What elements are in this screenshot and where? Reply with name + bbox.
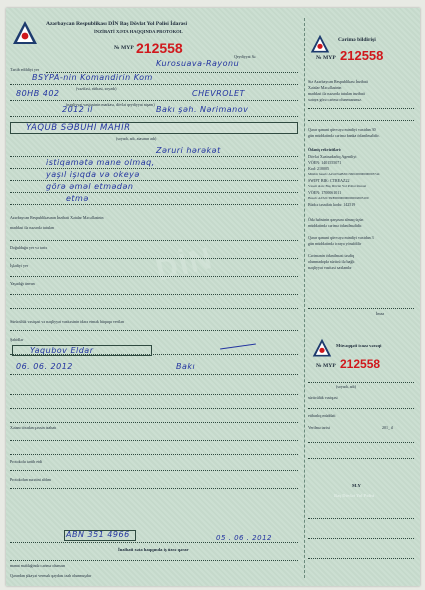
receipt-number-label: № MYP <box>316 55 336 61</box>
field-line <box>10 84 298 85</box>
bank-label: Ödəniş rekvizitləri: <box>308 147 342 152</box>
number-label: № MYP <box>114 45 134 51</box>
org-title: Azərbaycan Respublikası DİN Baş Dövlət Yol Polisi İdarəsi <box>46 21 188 27</box>
handwritten-document: ABN 351 4966 <box>66 530 130 539</box>
field-line <box>308 408 414 409</box>
explanation-label: Xətanı törədən şəxsin izahatı <box>10 425 57 430</box>
person-caption: (soyadı, adı, atasının adı) <box>116 136 157 141</box>
field-line <box>10 204 298 205</box>
receipt-sign-label: İmza <box>376 311 384 316</box>
bank-line-3: Kod: 210005 <box>308 166 329 171</box>
temp-stamp: Baş Dövlət Yol Polisi <box>334 493 375 498</box>
field-line <box>10 308 298 309</box>
note-line-3: Qərar qanuni qüvvəyə mindiyi vaxtdan 3 <box>308 235 374 240</box>
workplace-label: İşlədiyi yer <box>10 263 29 268</box>
note-line-5: Cərimənin ödənilməsi təsdiq <box>308 253 354 258</box>
field-line <box>308 518 414 519</box>
received-label: Protokolun surətini aldım <box>10 477 51 482</box>
field-line <box>10 470 298 471</box>
handwritten-officer: BSYPA-nin Komandirin Kom <box>32 73 153 82</box>
field-line <box>10 560 298 561</box>
field-line <box>308 382 414 383</box>
note-line-6: olunmadıqda sürücü ilə bağlı <box>308 259 355 264</box>
witnesses-label: Şahidlər <box>10 337 24 342</box>
footer-note: Qərardan şikayət vermək qaydası izah olunmuşdur <box>10 573 92 578</box>
handwritten-car: CHEVROLET <box>192 89 245 98</box>
bank-line-6: Vəsait alan: Baş Dövlət Yol Polisi İdarəsi <box>308 184 367 188</box>
field-line <box>308 108 414 109</box>
field-line <box>10 116 298 117</box>
handwritten-witness: Yaqubov Eldar <box>30 346 94 355</box>
handwritten-address: Bakı şəh. Nərimanov <box>156 105 249 114</box>
temp-field-2: sürücülük vəsiqəsi <box>308 395 338 400</box>
protocol-number: 212558 <box>136 40 183 56</box>
field-line <box>10 180 298 181</box>
drawn-up-label: Tərtib edildiyi yer <box>10 67 40 72</box>
receipt-line-3: maddəsi ilə nəzərdə tutulan inzibati <box>308 91 365 96</box>
bank-line-7: VÖEN: 1700061011 <box>308 190 342 195</box>
field-line <box>308 538 414 539</box>
field-line <box>10 440 298 441</box>
note-line-2: müddətində cərimə ödənilməlidir. <box>308 223 363 228</box>
temp-field-4: Verilmə tarixi <box>308 425 331 430</box>
handwritten-violation-1: Zəruri hərəkət <box>156 146 221 155</box>
police-emblem-icon <box>12 20 38 46</box>
handwritten-violation-2: istiqamətə mane olmaq, <box>46 158 155 167</box>
protocol-drawn-label: Protokolu tərtib etdi <box>10 459 43 464</box>
bank-line-8: Hesab: AZ52CTRE00000000000002005100 <box>308 196 369 200</box>
temp-my: M.Y <box>352 483 361 488</box>
field-line <box>10 258 298 259</box>
bank-line-5: SWIFT BIK: CTREAZ22 <box>308 178 350 183</box>
handwritten-violation-3: yaşıl işıqda və okeyə <box>46 170 140 179</box>
residence-label: Yaşadığı ünvan <box>10 281 35 286</box>
note-line-1: Ödə həbsinin qarşısını almaq üçün <box>308 217 364 222</box>
bank-line-4: Müxbir hesab: AZ41NABZ01360100000000003744 <box>308 172 380 176</box>
temp-field-3: etibarlıq müddəti <box>308 413 336 418</box>
police-emblem-icon <box>312 338 332 358</box>
handwritten-name: YAQUB SƏBUHİ MAHİR <box>26 123 131 133</box>
field-line <box>308 120 414 121</box>
protocol-title: İNZİBATİ XƏTA HAQQINDA PROTOKOL <box>94 29 183 34</box>
handwritten-place: Kurosuava-Rayonu <box>156 59 240 68</box>
note-line-4: gün müddətində icraya yönəldilir <box>308 241 362 246</box>
decision-title: İnzibati xəta haqqında iş üzrə qərar <box>118 547 189 552</box>
perforation-divider <box>304 18 305 578</box>
article2-label: maddəsi ilə nəzərdə tutulan <box>10 225 54 230</box>
handwritten-date-3: 05 . 06 . 2012 <box>216 534 272 542</box>
handwritten-date-2: 06. 06. 2012 <box>16 362 73 371</box>
watermark-din: DİN <box>152 241 217 288</box>
birth-label: Doğulduğu yer və tarix <box>10 245 48 250</box>
receipt-line-4: xətaya görə cərimə olunmusunuz. <box>308 97 362 102</box>
field-line <box>10 542 298 543</box>
receipt-line-2: Xətalar Məcəlləsinin <box>308 85 342 90</box>
receipt-number: 212558 <box>340 48 384 63</box>
vehicle-caption: (nəqliyyat vasitəsinin markası, dövlət qeydiyyat nişanı) <box>66 102 155 107</box>
field-line <box>10 422 298 423</box>
pay-line-1: Qərar qanuni qüvvəyə mindiyi vaxtdan 30 <box>308 127 376 132</box>
receipt-title: Cərimə bildirişi <box>338 37 376 43</box>
temp-permit-title: Müvəqqəti icazə vərəqi <box>336 343 382 348</box>
field-line <box>308 558 414 559</box>
pay-line-2: gün müddətində cərimə banka ödənilməlidir. <box>308 133 380 138</box>
field-line <box>308 308 414 309</box>
bank-line-9: Büdcə təsnifatı kodu: 142519 <box>308 202 356 207</box>
field-line <box>10 374 298 375</box>
field-line <box>10 330 298 331</box>
field-line <box>10 168 298 169</box>
temp-number: 212558 <box>340 357 381 371</box>
article-label: Azərbaycan Respublikasının İnzibati Xətalar Məcəlləsinin <box>10 215 104 220</box>
bank-line-2: VÖEN: 1401555071 <box>308 160 342 165</box>
signature <box>220 343 256 349</box>
handwritten-violation-5: etmə <box>66 194 89 203</box>
temp-field-1: (soyadı, adı) <box>336 384 356 389</box>
bank-line-1: Dövlət Xəzinədarlıq Agentliyi <box>308 154 357 159</box>
registration-label: Qeydiyyat № <box>234 54 256 59</box>
note-line-7: nəqliyyat vasitəsi saxlanılır <box>308 265 352 270</box>
field-line <box>10 454 298 455</box>
field-line <box>10 240 298 241</box>
field-line <box>10 156 298 157</box>
field-line <box>10 394 298 395</box>
handwritten-date: 2012 il <box>62 105 93 114</box>
field-line <box>10 408 298 409</box>
field-line <box>10 192 298 193</box>
field-line <box>10 488 298 489</box>
temp-number-label: № MYP <box>316 363 336 369</box>
temp-year: 201_ il <box>382 425 394 430</box>
handwritten-city: Bakı <box>176 362 196 371</box>
protocol-sheet <box>6 8 420 586</box>
driver-label: Sürücülük vəsiqəsi və nəqliyyat vasitəsinin idarə etmək hüququ verilən <box>10 319 124 324</box>
receipt-line-1: Siz Azərbaycan Respublikası İnzibati <box>308 79 368 84</box>
handwritten-violation-4: görə əməl etmədən <box>46 182 134 191</box>
police-emblem-icon <box>310 34 330 54</box>
field-line <box>10 276 298 277</box>
field-line <box>10 100 298 101</box>
field-line <box>308 442 414 443</box>
handwritten-model: 80HB 402 <box>16 89 60 98</box>
field-line <box>10 294 298 295</box>
field-line <box>308 458 414 459</box>
officer-caption: (vəzifəsi, rütbəsi, soyadı) <box>76 86 117 91</box>
fine-label: manat məbləğində cərimə olunsun <box>10 563 65 568</box>
